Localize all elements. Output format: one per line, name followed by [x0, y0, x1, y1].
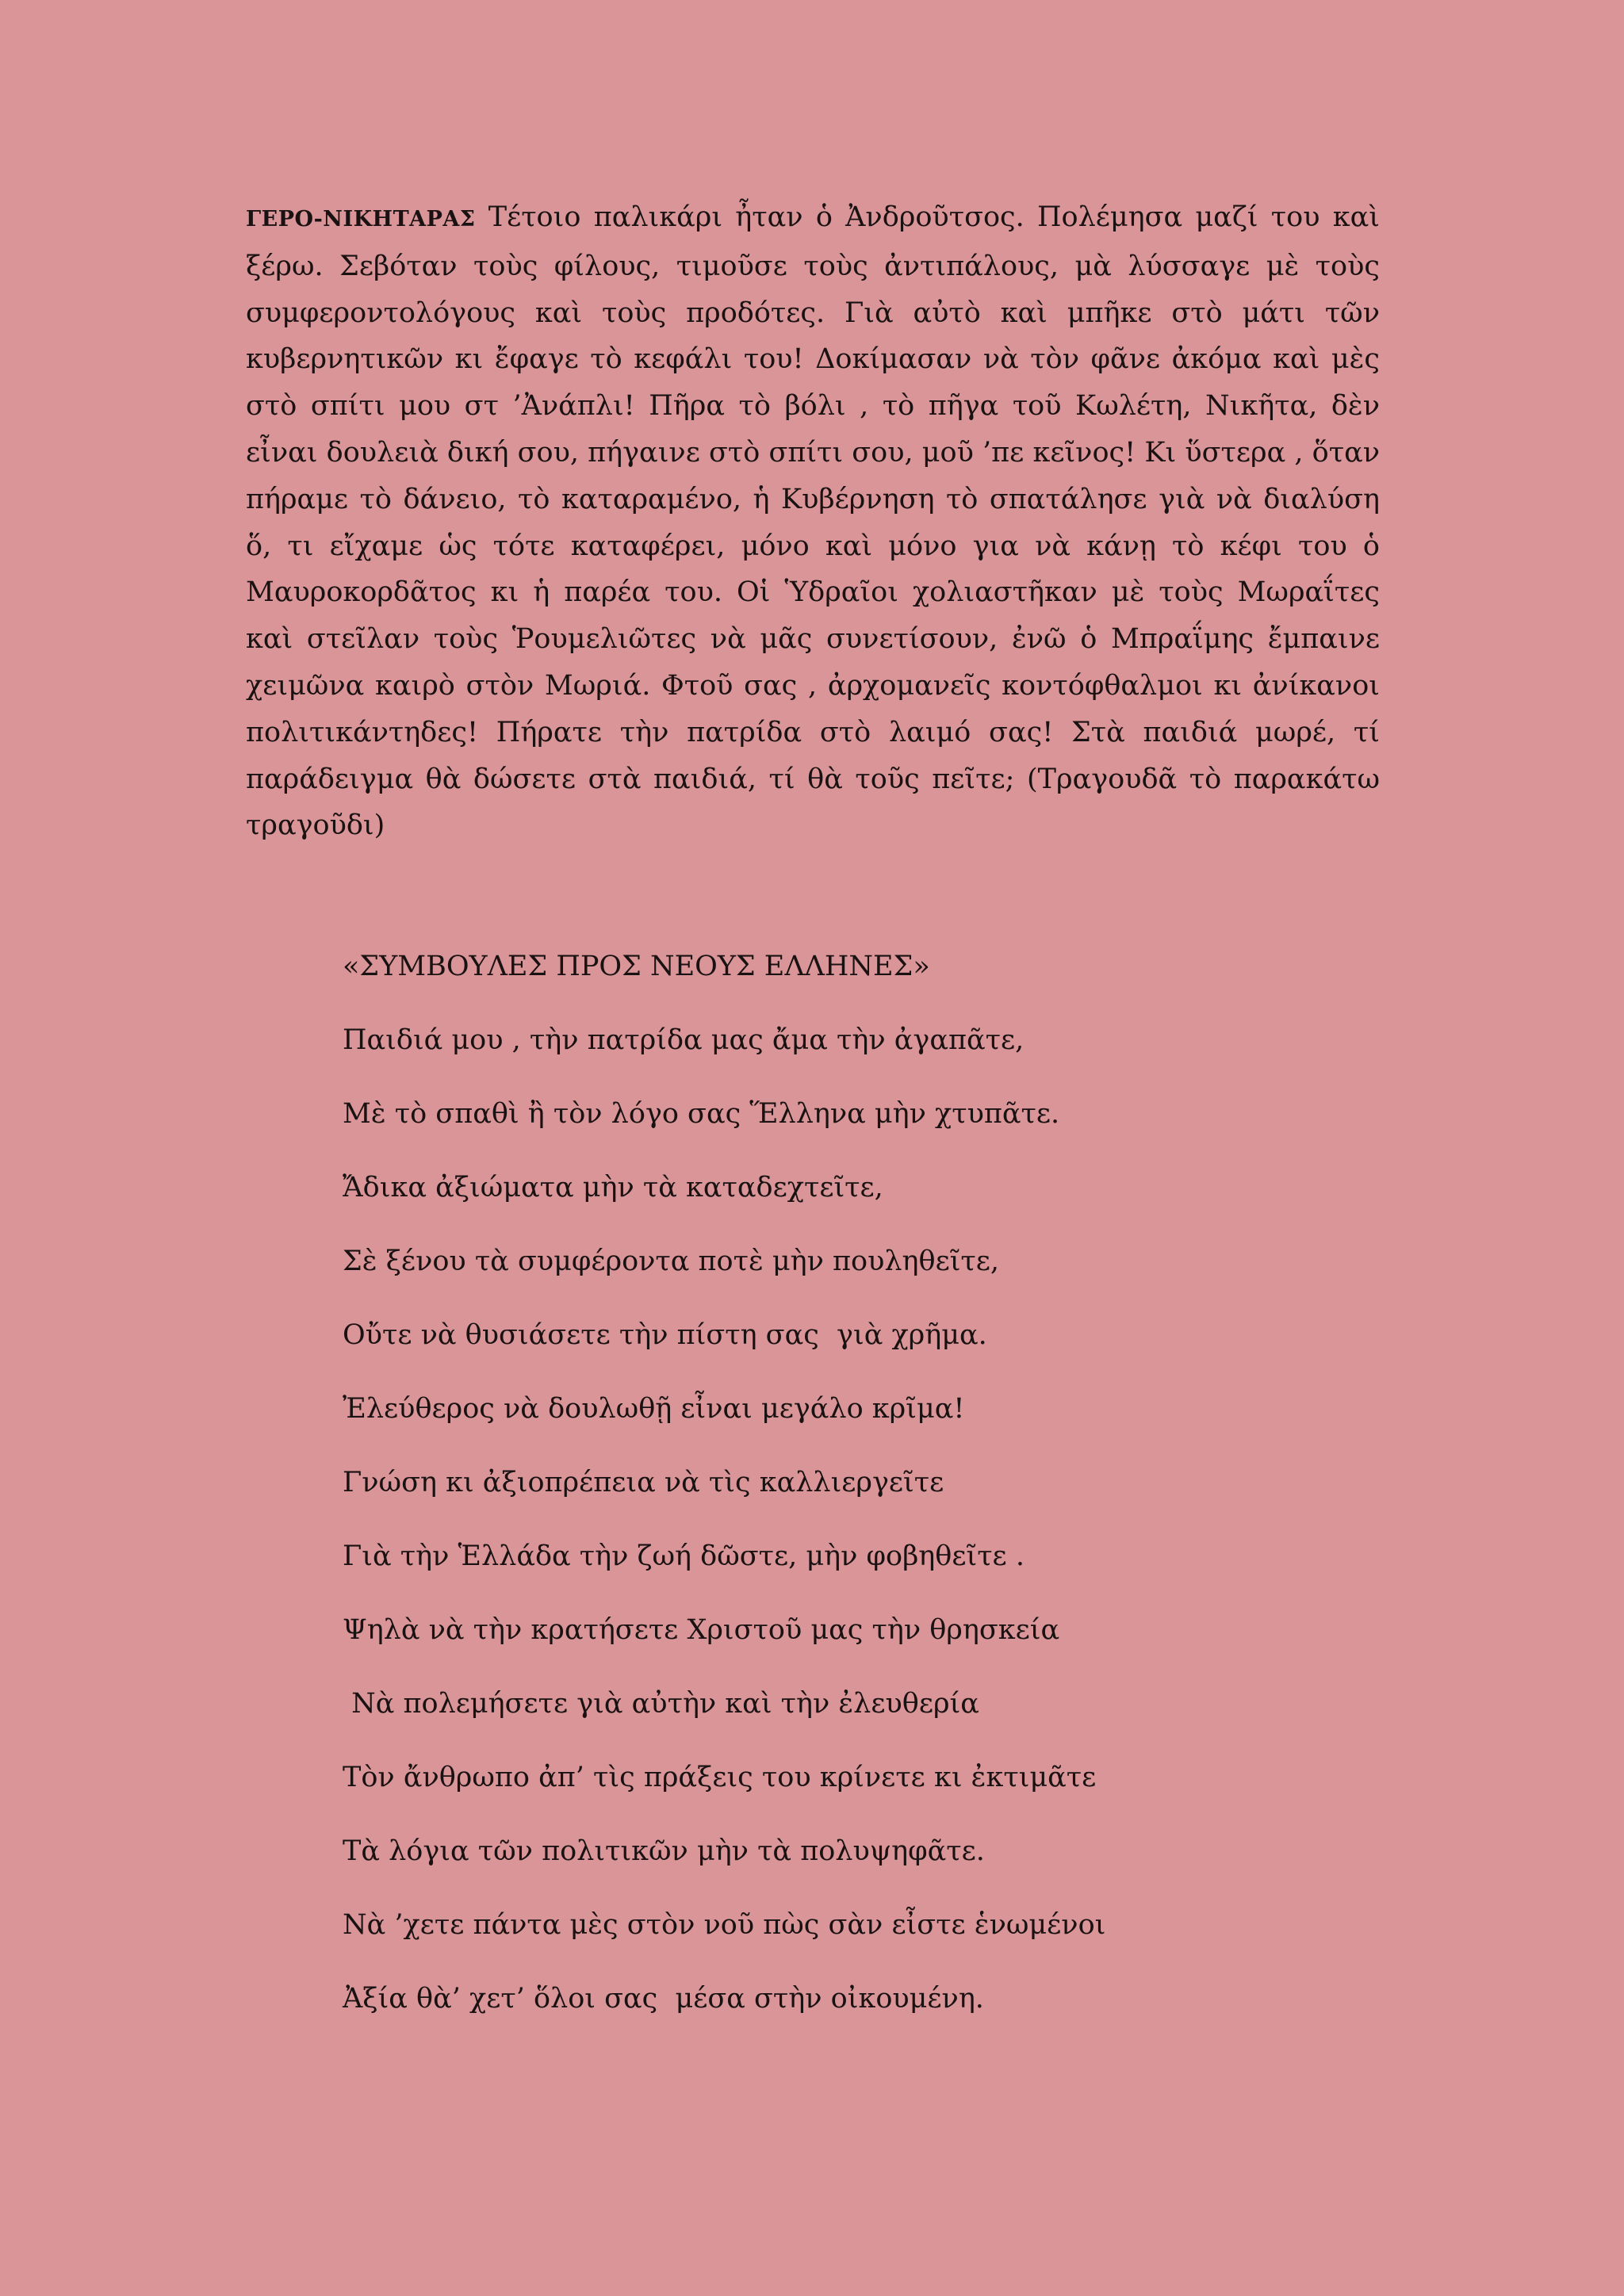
speaker-name: ΓΕΡΟ-ΝΙΚΗΤΑΡΑΣ — [246, 207, 476, 232]
poem-line: Παιδιά μου , τὴν πατρίδα μας ἄμα τὴν ἀγαπᾶτε, — [343, 1024, 1025, 1056]
poem-line: Νὰ πολεμήσετε γιὰ αὐτὴν καὶ τὴν ἐλευθερία — [343, 1688, 979, 1720]
paragraph-text: Τέτοιο παλικάρι ἦταν ὁ Ἀνδροῦτσος. Πολέμησα μαζί του καὶ ξέρω. Σεβόταν τοὺς φίλους, τιμοῦσε τοὺς ἀντιπάλους, μὰ λύσσαγε μὲ τοὺς συμφεροντολόγους καὶ τοὺς προδότες. Γιὰ αὐτὸ καὶ μπῆκε στὸ μάτι τῶν κυβερνητικῶν κι ἔφαγε τὸ κεφάλι του! Δοκίμασαν νὰ τὸν φᾶνε ἀκόμα καὶ μὲς στὸ σπίτι μου στ ’Ἀνάπλι! Πῆρα τὸ βόλι , τὸ πῆγα τοῦ Κωλέτη, Νικῆτα, δὲν εἶναι δουλειὰ δική σου, πήγαινε στὸ σπίτι σου, μοῦ ’πε κεῖνος! Κι ὕστερα , ὅταν πήραμε τὸ δάνειο, τὸ καταραμένο, ἡ Κυβέρνηση τὸ σπατάλησε γιὰ νὰ διαλύση ὅ, τι εἴχαμε ὡς τότε καταφέρει, μόνο καὶ μόνο για νὰ κάνῃ τὸ κέφι του ὁ Μαυροκορδᾶτος κι ἡ παρέα του. Οἱ Ὑδραῖοι χολιαστῆκαν μὲ τοὺς Μωραΐτες καὶ στεῖλαν τοὺς Ῥουμελιῶτες νὰ μᾶς συνετίσουν, ἐνῶ ὁ Μπραΐμης ἔμπαινε χειμῶνα καιρὸ στὸν Μωριά. Φτοῦ σας , ἀρχομανεῖς κοντόφθαλμοι κι ἀνίκανοι πολιτικάντηδες! Πήρατε τὴν πατρίδα στὸ λαιμό σας! Στὰ παιδιά μωρέ, τί παράδειγμα θὰ δώσετε στὰ παιδιά, τί θὰ τοῦς πεῖτε; (Τραγουδᾶ τὸ παρακάτω τραγοῦδι) — [246, 201, 1380, 842]
poem-line: Γιὰ τὴν Ἑλλάδα τὴν ζωή δῶστε, μὴν φοβηθεῖτε . — [343, 1540, 1025, 1572]
poem-line: Ψηλὰ νὰ τὴν κρατήσετε Χριστοῦ μας τὴν θρησκεία — [343, 1614, 1060, 1646]
poem-line: Μὲ τὸ σπαθὶ ἢ τὸν λόγο σας Ἕλληνα μὴν χτυπᾶτε. — [343, 1098, 1060, 1130]
poem-line: Τὸν ἄνθρωπο ἀπ’ τὶς πράξεις του κρίνετε κι ἐκτιμᾶτε — [343, 1762, 1097, 1793]
poem-line: Νὰ ’χετε πάντα μὲς στὸν νοῦ πὼς σὰν εἶστε ἑνωμένοι — [343, 1909, 1106, 1941]
poem-line: Γνώση κι ἀξιοπρέπεια νὰ τὶς καλλιεργεῖτε — [343, 1467, 944, 1498]
poem-line: Ἄδικα ἀξιώματα μὴν τὰ καταδεχτεῖτε, — [343, 1172, 883, 1203]
poem-line: Σὲ ξένου τὰ συμφέροντα ποτὲ μὴν πουληθεῖτε, — [343, 1246, 1000, 1277]
poem-line: Ἀξία θὰ’ χετ’ ὅλοι σας μέσα στὴν οἰκουμένη. — [343, 1983, 984, 2015]
poem-line: Τὰ λόγια τῶν πολιτικῶν μὴν τὰ πολυψηφᾶτε. — [343, 1835, 985, 1867]
poem-line: Οὔτε νὰ θυσιάσετε τὴν πίστη σας γιὰ χρῆμα. — [343, 1319, 987, 1351]
poem-title: «ΣΥΜΒΟΥΛΕΣ ΠΡΟΣ ΝΕΟΥΣ ΕΛΛΗΝΕΣ» — [343, 951, 930, 982]
poem — [343, 948, 1294, 2054]
poem-line: Ἐλεύθερος νὰ δουλωθῇ εἶναι μεγάλο κρῖμα! — [343, 1393, 965, 1425]
prose-paragraph — [246, 194, 1380, 849]
